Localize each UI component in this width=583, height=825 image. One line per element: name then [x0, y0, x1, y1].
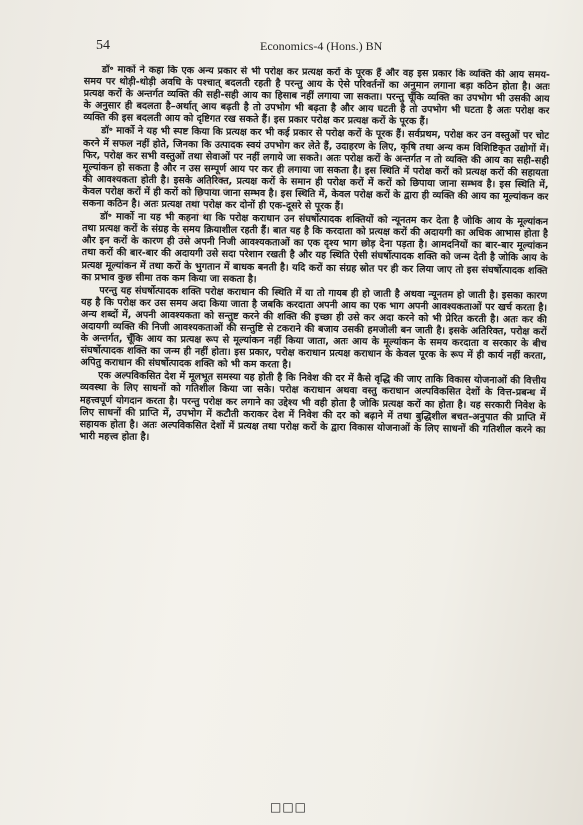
paragraph-2: डॉ॰ मार्को ने यह भी स्पष्ट किया कि प्रत्यक्ष कर भी कई प्रकार से परोक्ष करों के पूरक हैं। सर्वप्रथम, परोक्ष कर उन वस्तुओं पर चोट करने में सफल नहीं होते, जिनका कि उत्पादक स्वयं उपभोग कर लेते हैं, उदाहरण के लिए, कृषि तथा अन्य कम विशिष्टिकृत उद्योगों में। फिर, परोक्ष कर सभी वस्तुओं तथा सेवाओं पर नहीं लगाये जा सकते। अतः परोक्ष करों के अन्तर्गत न तो व्यक्ति की आय का सही-सही मूल्यांकन हो सकता है और न उस सम्पूर्ण आय पर कर ही लगाया जा सकता है। इस स्थिति में परोक्ष करों को प्रत्यक्ष करों की सहायता की आवश्यकता होती है। इसके अतिरिक्त, प्रत्यक्ष करों के समान ही परोक्ष करों में करों को छिपाया जाना सम्भव है। इस स्थिति में, केवल परोक्ष करों में ही करों को छिपाया जाना सम्भव है। इस स्थिति में, केवल परोक्ष करों के द्वारा ही व्यक्ति की आय का मूल्यांकन कर सकना कठिन है। अतः प्रत्यक्ष तथा परोक्ष कर दोनों ही एक-दूसरे से पूरक हैं।: [82, 125, 550, 213]
end-of-section-mark: □□□: [270, 800, 308, 814]
paragraph-1: डॉ॰ मार्को ने कहा कि एक अन्य प्रकार से भी परोक्ष कर प्रत्यक्ष करों के पूरक हैं और वह इस प्रकार कि व्यक्ति की आय समय-समय पर थोड़ी-थोड़ी अवधि के पश्चात् बदलती रहती है परन्तु आय के ऐसे परिवर्तनों का अनुमान लगाना बड़ा कठिन होता है। अतः प्रत्यक्ष करों के अन्तर्गत व्यक्ति की सही-सही आय का हिसाब नहीं लगाया जा सकता। परन्तु चूँकि व्यक्ति का उपभोग भी उसकी आय के अनुसार ही बदलता है–अर्थात् आय बढ़ती है तो उपभोग भी बढ़ता है और आय घटती है तो उपभोग भी घटता है अतः परोक्ष कर व्यक्ति की इस बदलती आय को दृष्टिगत रख सकते हैं। इस प्रकार परोक्ष कर प्रत्यक्ष करों के पूरक हैं।: [83, 64, 550, 128]
running-head: Economics-4 (Hons.) BN: [260, 39, 383, 53]
watermark: ⬚ ⬚ ⬚: [166, 168, 235, 242]
page-body: [75, 64, 550, 805]
paragraph-5: एक अल्पविकसित देश में मूलभूत समस्या यह होती है कि निवेश की दर में कैसे वृद्धि की जाए ताकि विकास योजनाओं की वित्तीय व्यवस्था के लिए साधनों को गतिशील किया जा सके। परोक्ष कराधान अथवा वस्तु कराधान अल्पविकसित देशों के वित्त-प्रबन्ध में महत्त्वपूर्ण योगदान करता है। परन्तु परोक्ष कर लगाने का उद्देश्य भी वही होता है जोकि प्रत्यक्ष करों का होता है। यह सरकारी निवेश के लिए साधनों की प्राप्ति में, उपभोग में कटौती कराकर देश में निवेश की दर को बढ़ाने में तथा बुद्धिशील बचत-अनुपात की प्राप्ति में सहायक होता है। अतः अल्पविकसित देशों में प्रत्यक्ष तथा परोक्ष करों के द्वारा विकास योजनाओं के लिए साधनों की गतिशील करने का भारी महत्त्व होता है।: [79, 370, 547, 443]
page-header: [0, 38, 583, 58]
paragraph-3: डॉ॰ मार्को ना यह भी कहना था कि परोक्ष कराधान उन संघर्षोत्पादक शक्तियों को न्यूनतम कर देता है जोकि आय के मूल्यांकन तथा प्रत्यक्ष करों के संग्रह के समय क्रियाशील रहती हैं। बात यह है कि करदाता को प्रत्यक्ष करों की अदायगी का अधिक आभास होता है और इन करों के कारण ही उसे अपनी निजी आवश्यकताओं का एक दृश्य भाग छोड़ देना पड़ता है। आमदनियों का बार-बार मूल्यांकन तथा करों की बार-बार की अदायगी उसे सदा परेशान रखती है और यह स्थिति ऐसी संघर्षोत्पादक शक्ति को जन्म देती है जोकि आय के प्रत्यक्ष मूल्यांकन में तथा करों के भुगतान में बाधक बनती है। यदि करों का संग्रह स्रोत पर ही कर लिया जाए तो इस संघर्षोत्पादक शक्ति का प्रभाव कुछ सीमा तक कम किया जा सकता है।: [81, 211, 549, 285]
paragraph-4: परन्तु यह संघर्षोत्पादक शक्ति परोक्ष कराधान की स्थिति में या तो गायब ही हो जाती है अथवा न्यूनतम हो जाती है। इसका कारण यह है कि परोक्ष कर उस समय अदा किया जाता है जबकि करदाता अपनी आय का एक भाग अपनी आवश्यकताओं पर खर्च करता है। अन्य शब्दों में, अपनी आवश्यकता को सन्तुष्ट करने की शक्ति की इच्छा ही उसे कर अदा करने को भी प्रेरित करती है। अतः कर की अदायगी व्यक्ति की निजी आवश्यकताओं की सन्तुष्टि से टकराने की बजाय उसकी हमजोली बन जाती है। इसके अतिरिक्त, परोक्ष करों के अन्तर्गत, चूँकि आय का प्रत्यक्ष रूप से मूल्यांकन नहीं किया जाता, अतः आय के मूल्यांकन के समय करदाता व सरकार के बीच संघर्षोत्पादक शक्ति का जन्म ही नहीं होता। इस प्रकार, परोक्ष कराधान प्रत्यक्ष कराधान के केवल पूरक के रूप में ही कार्य नहीं करता, अपितु कराधान की संघर्षोत्पादक शक्ति को भी कम करता है।: [80, 284, 548, 371]
page-number: 54: [96, 38, 110, 53]
